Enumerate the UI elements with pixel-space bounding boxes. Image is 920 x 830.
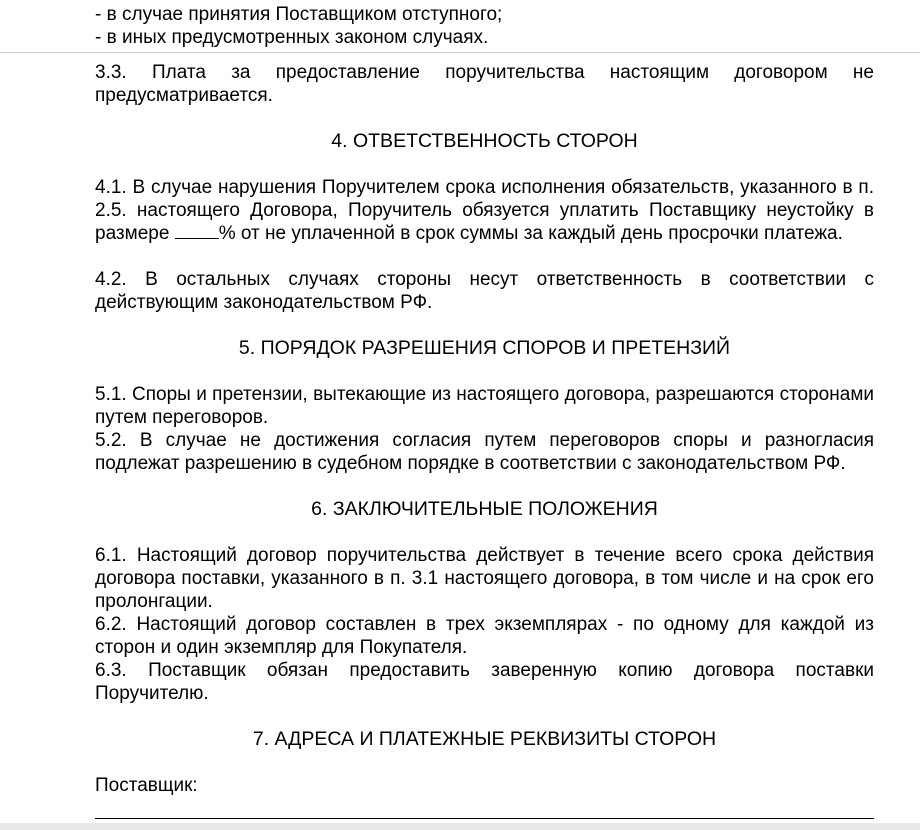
list-item: - в случае принятия Поставщиком отступного; xyxy=(95,4,503,25)
clause-4-1-text-start: 4.1. В случае нарушения Поручителем срока исполнения обязательств, указанного в п. 2.5. настоящего Договора, Поручитель обязуется уплатить Поставщику неустойку в размере xyxy=(95,177,874,244)
clause-5-2: 5.2. В случае не достижения согласия путем переговоров споры и разногласия подлежат разрешению в судебном порядке в соответствии с законодательством РФ. xyxy=(95,430,874,474)
supplier-label: Поставщик: xyxy=(95,775,198,796)
page-bottom-edge xyxy=(0,823,920,830)
list-item: - в иных предусмотренных законом случаях. xyxy=(95,27,489,48)
clause-6-2: 6.2. Настоящий договор составлен в трех экземплярах - по одному для каждой из сторон и один экземпляр для Покупателя. xyxy=(95,614,874,658)
clause-6-1: 6.1. Настоящий договор поручительства действует в течение всего срока действия договора поставки, указанного в п. 3.1 настоящего договора, в том числе и на срок его пролонгации. xyxy=(95,545,874,612)
clause-4-2: 4.2. В остальных случаях стороны несут ответственность в соответствии с действующим законодательством РФ. xyxy=(95,269,874,313)
section-6-title: 6. ЗАКЛЮЧИТЕЛЬНЫЕ ПОЛОЖЕНИЯ xyxy=(311,498,658,520)
section-5-title: 5. ПОРЯДОК РАЗРЕШЕНИЯ СПОРОВ И ПРЕТЕНЗИЙ xyxy=(238,337,731,359)
penalty-percent-blank[interactable] xyxy=(175,224,219,239)
supplier-details-line xyxy=(95,818,874,819)
clause-3-3: 3.3. Плата за предоставление поручительства настоящим договором не предусматривается. xyxy=(95,62,874,106)
clause-4-1-text-end: % от не уплаченной в срок суммы за каждый день просрочки платежа. xyxy=(218,223,843,244)
clause-4-1 xyxy=(95,176,874,245)
previous-page-fragment xyxy=(0,0,920,53)
clause-6-3: 6.3. Поставщик обязан предоставить заверенную копию договора поставки Поручителю. xyxy=(95,660,874,704)
clause-5-1: 5.1. Споры и претензии, вытекающие из настоящего договора, разрешаются сторонами путем переговоров. xyxy=(95,384,874,428)
section-7-title: 7. АДРЕСА И ПЛАТЕЖНЫЕ РЕКВИЗИТЫ СТОРОН xyxy=(252,728,717,750)
section-4-title: 4. ОТВЕТСТВЕННОСТЬ СТОРОН xyxy=(331,130,638,152)
